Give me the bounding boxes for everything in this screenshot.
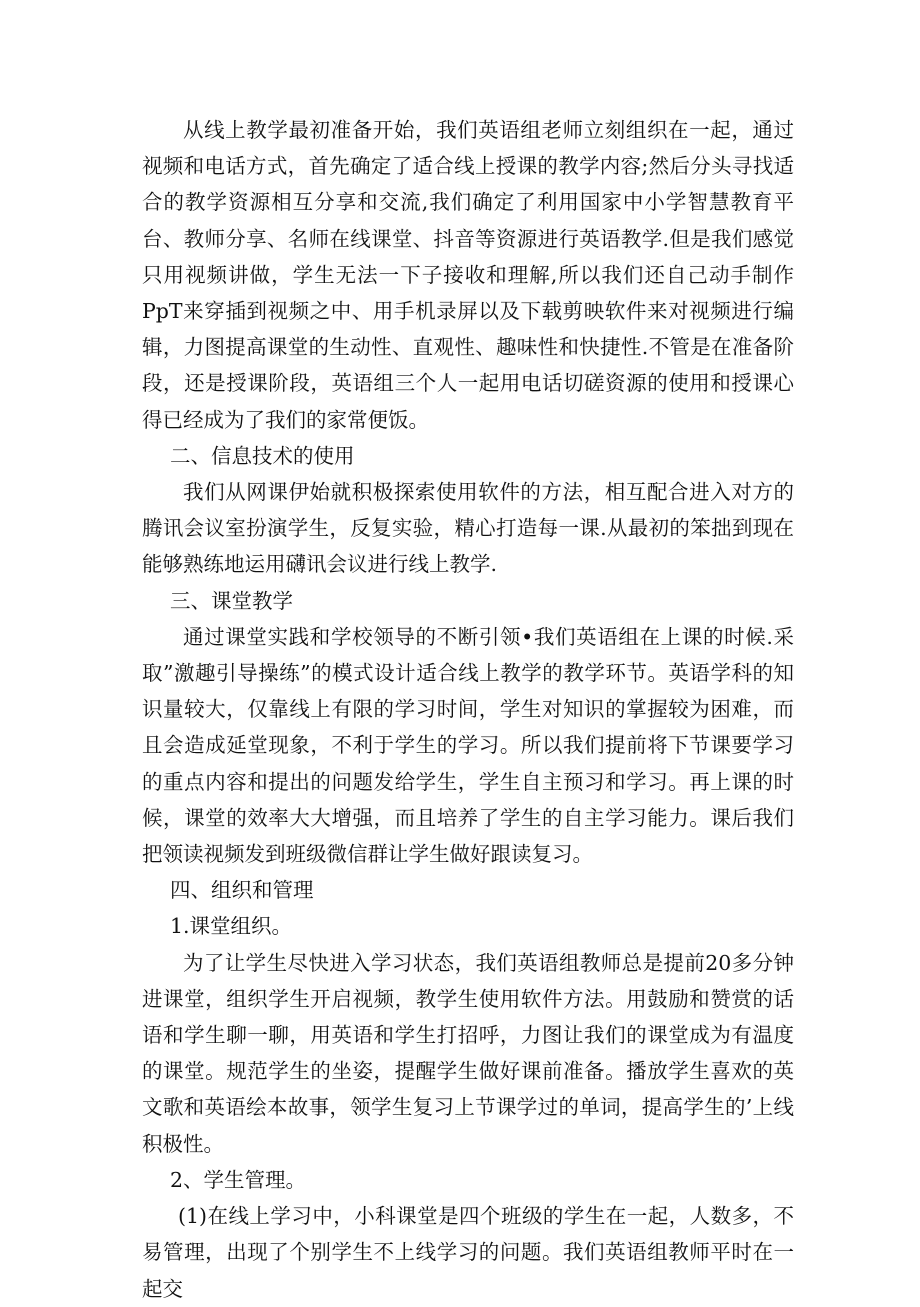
section-heading-classroom: 三、课堂教学 — [170, 588, 293, 613]
document-body — [142, 112, 794, 1307]
intro-paragraph: 从线上教学最初准备开始，我们英语组老师立刻组织在一起，通过视频和电话方式，首先确定了适合线上授课的教学内容;然后分头寻找适合的教学资源相互分享和交流,我们确定了利用国家中小学智慧教育平台、教师分享、名师在线课堂、抖音等资源进行英语教学.但是我们感觉只用视频讲做，学生无法一下子接收和理解,所以我们还自己动手制作PpT来穿插到视频之中、用手机录屏以及下载剪映软件来对视频进行编辑，力图提高课堂的生动性、直观性、趣味性和快捷性.不管是在准备阶段，还是授课阶段，英语组三个人一起用电话切磋资源的使用和授课心得已经成为了我们的家常便饭。 — [142, 118, 794, 432]
section-heading-info-tech: 二、信息技术的使用 — [170, 443, 355, 468]
subheading-student-management: 2、学生管理。 — [170, 1167, 307, 1192]
classroom-paragraph: 通过课堂实践和学校领导的不断引领•我们英语组在上课的时候.采取”激趣引导操练”的模式设计适合线上教学的教学环节。英语学科的知识量较大，仅靠线上有限的学习时间，学生对知识的掌握较为困难，而且会造成延堂现象，不利于学生的学习。所以我们提前将下节课要学习的重点内容和提出的问题发给学生，学生自主预习和学习。再上课的时候，课堂的效率大大增强，而且培养了学生的自主学习能力。课后我们把领读视频发到班级微信群让学生做好跟读复习。 — [142, 624, 794, 867]
section-heading-organization: 四、组织和管理 — [170, 878, 314, 903]
student-management-item-1: (1)在线上学习中，小科课堂是四个班级的学生在一起，人数多，不易管理，出现了个别学生不上线学习的问题。我们英语组教师平时在一起交 — [142, 1204, 794, 1301]
class-organization-paragraph: 为了让学生尽快进入学习状态，我们英语组教师总是提前20多分钟进课堂，组织学生开启视频，教学生使用软件方法。用鼓励和赞赏的话语和学生聊一聊，用英语和学生打招呼，力图让我们的课堂成为有温度的课堂。规范学生的坐姿，提醒学生做好课前准备。播放学生喜欢的英文歌和英语绘本故事，领学生复习上节课学过的单词，提高学生的’上线积极性。 — [142, 950, 794, 1156]
subheading-class-organization: 1.课堂组织。 — [170, 914, 293, 939]
info-tech-paragraph: 我们从网课伊始就积极探索使用软件的方法，相互配合进入对方的腾讯会议室扮演学生，反复实验，精心打造每一课.从最初的笨拙到现在能够熟练地运用礴讯会议进行线上教学. — [142, 480, 794, 577]
